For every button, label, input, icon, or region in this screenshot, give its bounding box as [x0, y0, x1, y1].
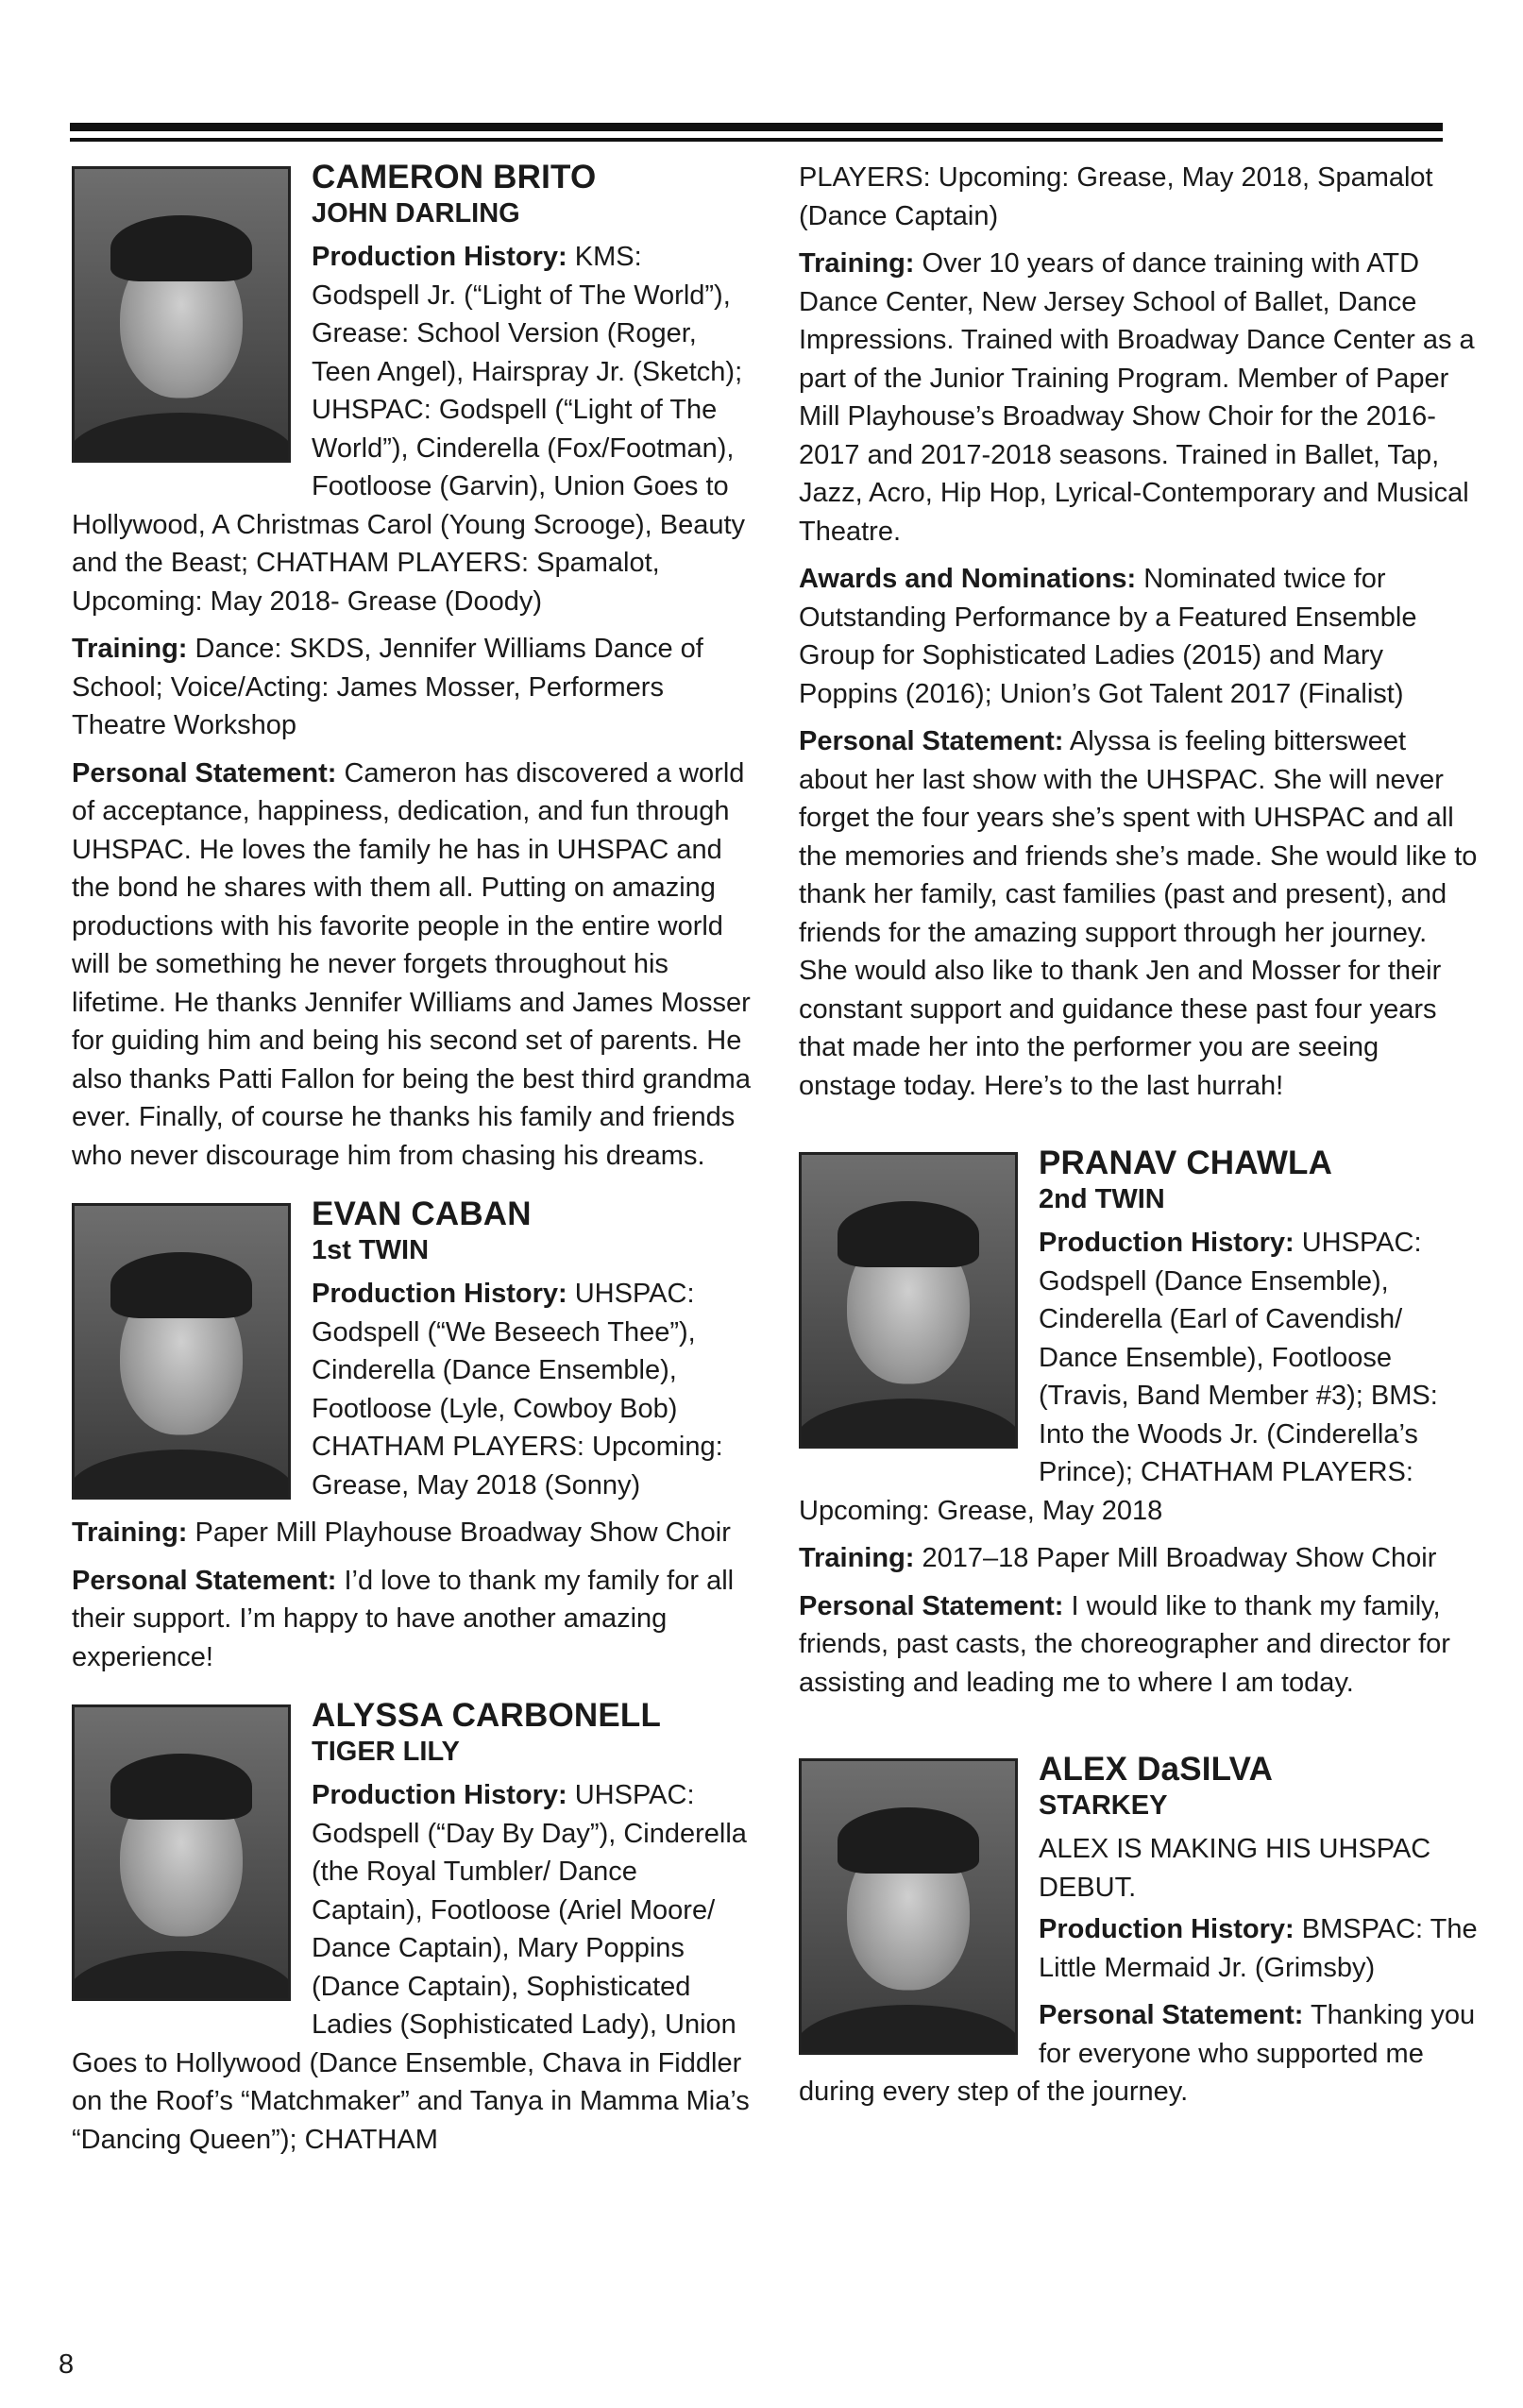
bio-pranav-chawla [799, 1145, 1479, 1711]
headshot-photo [799, 1758, 1018, 2055]
history-text: BMSPAC: The Little Mermaid Jr. (Grimsby) [1039, 1914, 1478, 1983]
page-number: 8 [59, 2349, 75, 2380]
history-text: KMS: Godspell Jr. (“Light of The World”), Grease: School Version (Roger, Teen Angel), Hairspray Jr. (Sketch); UHSPAC: Godspell (“Light of The World”), Cinderella (Fox/Footman), Footloose (Garvin), Union Goes to Hollywood, A Christmas Carol (Young Scrooge), Beauty and the Beast; CHATHAM PLAYERS: Spamalot, Upcoming: May 2018- Grease (Doody) [72, 242, 746, 617]
training-label: Training: [799, 248, 915, 279]
training-text: Dance: SKDS, Jennifer Williams Dance of School; Voice/Acting: James Mosser, Performers Theatre Workshop [72, 634, 703, 740]
awards-nominations [799, 560, 1479, 713]
actor-name: EVAN CABAN [312, 1196, 532, 1232]
training-label: Training: [72, 634, 188, 664]
header-rule-thick [70, 123, 1443, 131]
history-label: Production History: [312, 1279, 567, 1309]
statement-label: Personal Statement: [799, 726, 1064, 756]
headshot-photo [72, 166, 291, 463]
character-role: 1st TWIN [312, 1235, 430, 1265]
training-text: Over 10 years of dance training with ATD Dance Center, New Jersey School of Ballet, Dance Impressions. Trained with Broadway Dance Center as a part of the Junior Training Program. Member of Paper Mill Playhouse’s Broadway Show Choir for the 2016-2017 and 2017-2018 seasons. Trained in Ballet, Tap, Jazz, Acro, Hip Hop, Lyrical-Contemporary and Musical Theatre. [799, 248, 1475, 547]
debut-note: ALEX IS MAKING HIS UHSPAC DEBUT. [1039, 1834, 1431, 1903]
personal-statement [72, 755, 752, 1176]
history-label: Production History: [1039, 1228, 1295, 1258]
actor-name: ALEX DaSILVA [1039, 1751, 1274, 1788]
training [72, 1514, 752, 1552]
statement-label: Personal Statement: [799, 1590, 1064, 1621]
training [72, 630, 752, 745]
header-rule-thin [70, 138, 1443, 142]
history-label: Production History: [312, 1780, 567, 1810]
awards-label: Awards and Nominations: [799, 564, 1137, 594]
headshot-photo [799, 1152, 1018, 1449]
bio-alyssa-carbonell [72, 1697, 752, 2168]
actor-name: PRANAV CHAWLA [1039, 1145, 1333, 1181]
character-role: TIGER LILY [312, 1737, 460, 1767]
history-text: UHSPAC: Godspell (“Day By Day”), Cinderella (the Royal Tumbler/ Dance Captain), Footloose (Ariel Moore/ Dance Captain), Mary Poppins (Dance Captain), Sophisticated Ladies (Sophisticated Lady), Union Goes to Hollywood (Dance Ensemble, Chava in Fiddler on the Roof’s “Matchmaker” and Tanya in Mamma Mia’s “Dancing Queen”); CHATHAM [72, 1780, 750, 2155]
bio-alex-dasilva [799, 1751, 1479, 2121]
bio-cameron-brito [72, 159, 752, 1184]
history-label: Production History: [312, 242, 567, 272]
statement-label: Personal Statement: [72, 757, 337, 789]
headshot-photo [72, 1203, 291, 1500]
statement-label: Personal Statement: [72, 1565, 337, 1596]
headshot-photo [72, 1704, 291, 2001]
training-text: 2017–18 Paper Mill Broadway Show Choir [922, 1543, 1437, 1573]
right-column [799, 159, 1479, 2121]
left-column [72, 159, 752, 2168]
personal-statement [72, 1562, 752, 1677]
personal-statement [799, 722, 1479, 1105]
character-role: 2nd TWIN [1039, 1184, 1165, 1214]
production-history-continued: PLAYERS: Upcoming: Grease, May 2018, Spamalot (Dance Captain) [799, 162, 1433, 231]
actor-name: ALYSSA CARBONELL [312, 1697, 662, 1734]
statement-label: Personal Statement: [1039, 2000, 1304, 2030]
awards-text: Nominated twice for Outstanding Performance by a Featured Ensemble Group for Sophisticated Ladies (2015) and Mary Poppins (2016); Union’s Got Talent 2017 (Finalist) [799, 564, 1417, 709]
bio-alyssa-continued [799, 159, 1479, 1105]
statement-text: I would like to thank my family, friends, past casts, the choreographer and director for assisting and leading me to where I am today. [799, 1590, 1450, 1698]
training-text: Paper Mill Playhouse Broadway Show Choir [195, 1518, 731, 1548]
actor-name: CAMERON BRITO [312, 159, 597, 195]
training-label: Training: [72, 1518, 188, 1548]
training-label: Training: [799, 1543, 915, 1573]
personal-statement [799, 1587, 1479, 1703]
training [799, 1539, 1479, 1578]
character-role: JOHN DARLING [312, 198, 520, 229]
history-text: UHSPAC: Godspell (Dance Ensemble), Cinderella (Earl of Cavendish/ Dance Ensemble), Footloose (Travis, Band Member #3); BMS: Into the Woods Jr. (Cinderella’s Prince); CHATHAM PLAYERS: Upcoming: Grease, May 2018 [799, 1228, 1438, 1526]
statement-text: Cameron has discovered a world of acceptance, happiness, dedication, and fun through UHSPAC. He loves the family he has in UHSPAC and the bond he shares with them all. Putting on amazing productions with his favorite people in the entire world will be something he never forgets throughout his lifetime. He thanks Jennifer Williams and James Mosser for guiding him and being his second set of parents. He also thanks Patti Fallon for being the best third grandma ever. Finally, of course he thanks his family and friends who never discourage him from chasing his dreams. [72, 757, 751, 1171]
training [799, 245, 1479, 551]
statement-text: Thanking you for everyone who supported me during every step of the journey. [799, 2000, 1476, 2107]
history-label: Production History: [1039, 1914, 1295, 1944]
statement-text: Alyssa is feeling bittersweet about her last show with the UHSPAC. She will never forget the four years she’s spent with UHSPAC and all the memories and friends she’s made. She would like to thank her family, cast families (past and present), and friends for the amazing support through her journey. She would also like to thank Jen and Mosser for their constant support and guidance these past four years that made her into the performer you are seeing onstage today. Here’s to the last hurrah! [799, 726, 1478, 1101]
history-text: UHSPAC: Godspell (“We Beseech Thee”), Cinderella (Dance Ensemble), Footloose (Lyle, Cowboy Bob) CHATHAM PLAYERS: Upcoming: Grease, May 2018 (Sonny) [312, 1279, 723, 1501]
statement-text: I’d love to thank my family for all their support. I’m happy to have another amazing experience! [72, 1565, 735, 1672]
bio-evan-caban [72, 1196, 752, 1686]
character-role: STARKEY [1039, 1790, 1168, 1821]
